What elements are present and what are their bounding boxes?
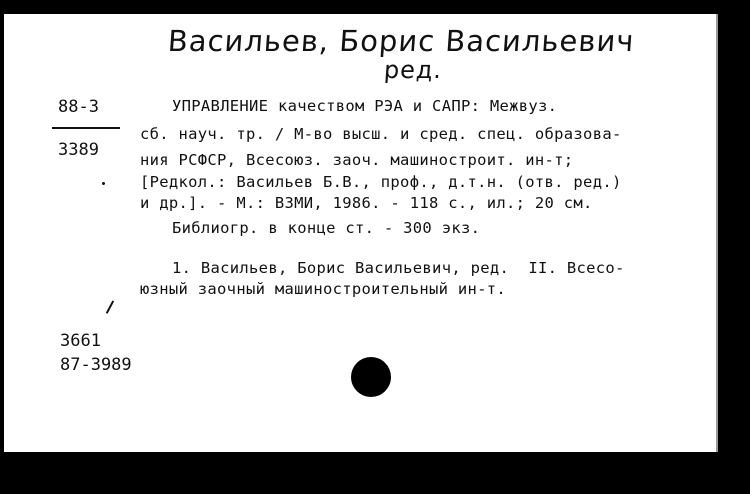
handwritten-author: Васильев, Борис Васильевич — [166, 24, 636, 58]
tracing-line: 1. Васильев, Борис Васильевич, ред. II. Всесо- — [172, 259, 625, 277]
mark-dot — [102, 182, 105, 185]
tracing-line: юзный заочный машиностроительный ин-т. — [140, 280, 507, 298]
card-edge — [716, 14, 718, 452]
body-line: Библиогр. в конце ст. - 300 экз. — [172, 219, 481, 237]
body-line: ния РСФСР, Всесоюз. заоч. машиностроит. ин-т; — [140, 151, 574, 169]
call-number-top: 88-3 — [58, 97, 99, 117]
body-line: УПРАВЛЕНИЕ качеством РЭА и САПР: Межвуз. — [172, 97, 558, 115]
call-number-bottom: 3389 — [58, 140, 99, 160]
body-line: [Редкол.: Васильев Б.В., проф., д.т.н. (отв. ред.) — [140, 173, 622, 191]
call-number-rule — [52, 127, 120, 129]
body-line: и др.]. - М.: ВЗМИ, 1986. - 118 с., ил.; 20 см. — [140, 194, 593, 212]
bottom-number: 87-3989 — [60, 355, 132, 375]
punch-hole — [351, 357, 391, 397]
body-line: сб. науч. тр. / М-во высш. и сред. спец. образова- — [140, 125, 622, 143]
bottom-number: 3661 — [60, 331, 101, 351]
handwritten-role: ред. — [383, 56, 444, 84]
